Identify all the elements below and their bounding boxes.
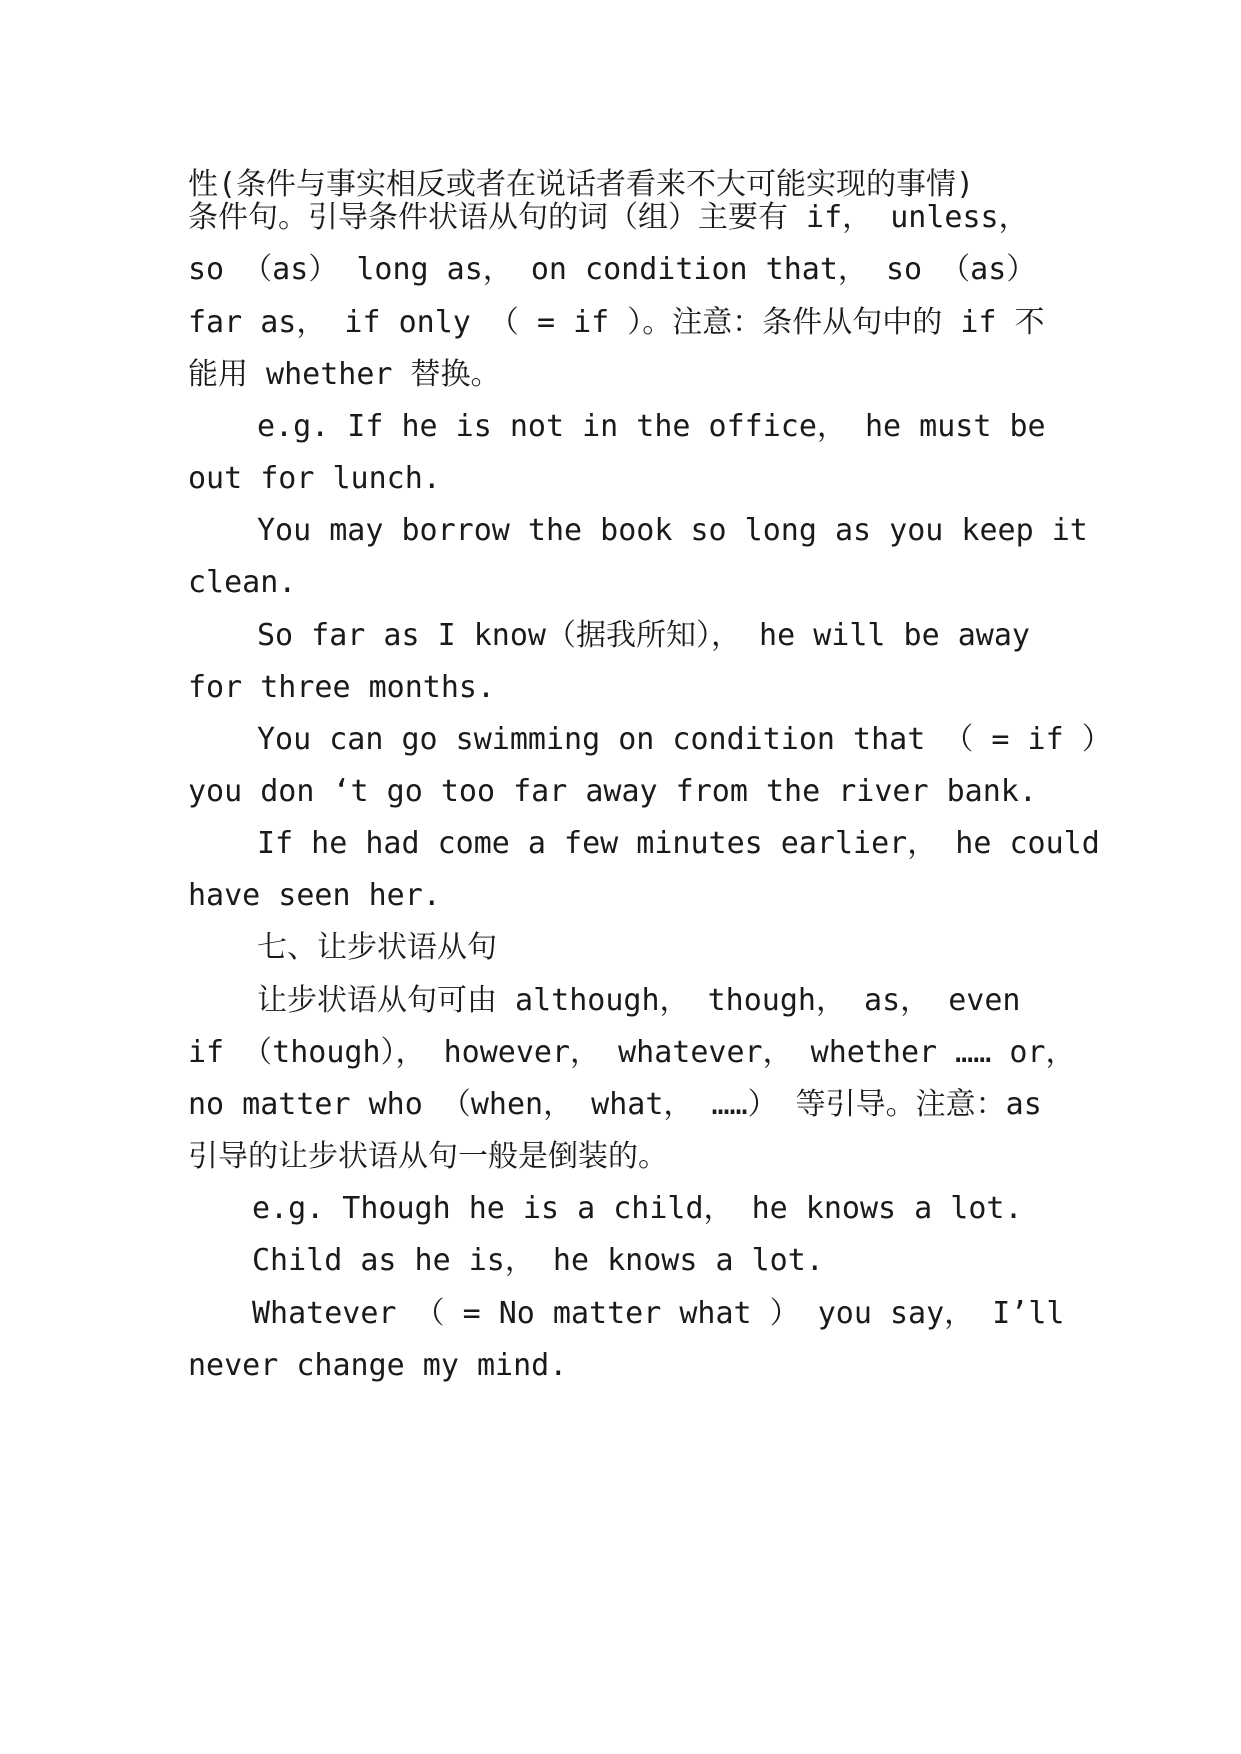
text-line: for three months. <box>188 670 496 705</box>
text-line: far as， if only （ = if ）。注意：条件从句中的 if 不 <box>188 305 1045 340</box>
example-line: e.g. Though he is a child， he knows a lot. <box>252 1191 1023 1226</box>
text-line: clean. <box>188 565 297 600</box>
text-line: no matter who （when， what， ……） 等引导。注意：as <box>188 1087 1042 1122</box>
text-line: out for lunch. <box>188 461 441 496</box>
example-line: You may borrow the book so long as you keep it <box>257 513 1088 548</box>
text-line: 条件句。引导条件状语从句的词（组）主要有 if， unless， <box>188 200 1029 235</box>
example-line: e.g. If he is not in the office， he must be <box>257 409 1046 444</box>
text-line: you don ‘t go too far away from the river bank. <box>188 774 1037 809</box>
example-line: You can go swimming on condition that （ = if ） <box>257 722 1112 757</box>
example-line: If he had come a few minutes earlier， he could <box>257 826 1100 861</box>
text-line: 引导的让步状语从句一般是倒装的。 <box>188 1139 668 1174</box>
example-line: So far as I know（据我所知）， he will be away <box>257 618 1030 653</box>
example-line: Child as he is， he knows a lot. <box>252 1243 824 1278</box>
example-line: Whatever （ = No matter what ） you say， I’ll <box>252 1296 1065 1331</box>
text-line: never change my mind. <box>188 1348 568 1383</box>
text-line: 能用 whether 替换。 <box>188 357 501 392</box>
text-line: if （though）， however， whatever， whether …… or， <box>188 1035 1076 1070</box>
text-line: 性(条件与事实相反或者在说话者看来不大可能实现的事情) <box>188 167 975 202</box>
text-line: have seen her. <box>188 878 441 913</box>
text-line: so （as） long as， on condition that， so （as） <box>188 252 1037 287</box>
section-heading: 七、让步状语从句 <box>257 930 497 965</box>
text-line: 让步状语从句可由 although， though， as， even <box>257 983 1021 1018</box>
